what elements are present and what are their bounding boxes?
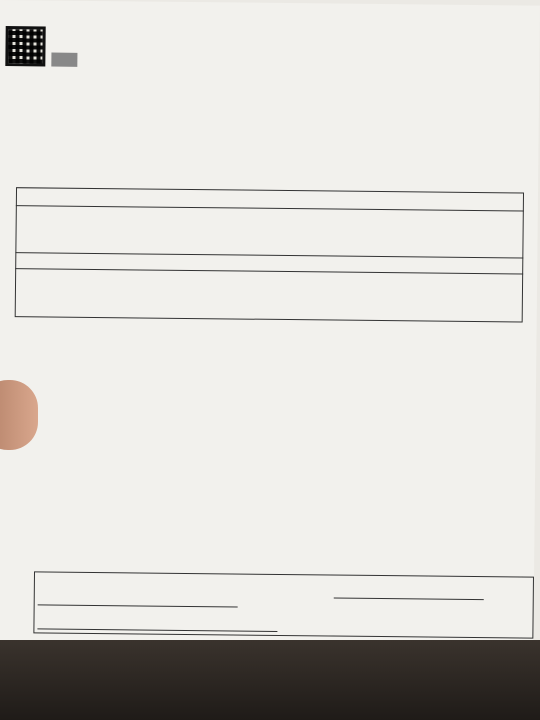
asm-table: [0, 0, 540, 6]
table-surface: [0, 640, 540, 720]
qr-code: [5, 26, 45, 66]
vehicle-info-table: [0, 0, 540, 6]
esp-logo: [51, 53, 77, 67]
ecs-results: [0, 0, 540, 6]
